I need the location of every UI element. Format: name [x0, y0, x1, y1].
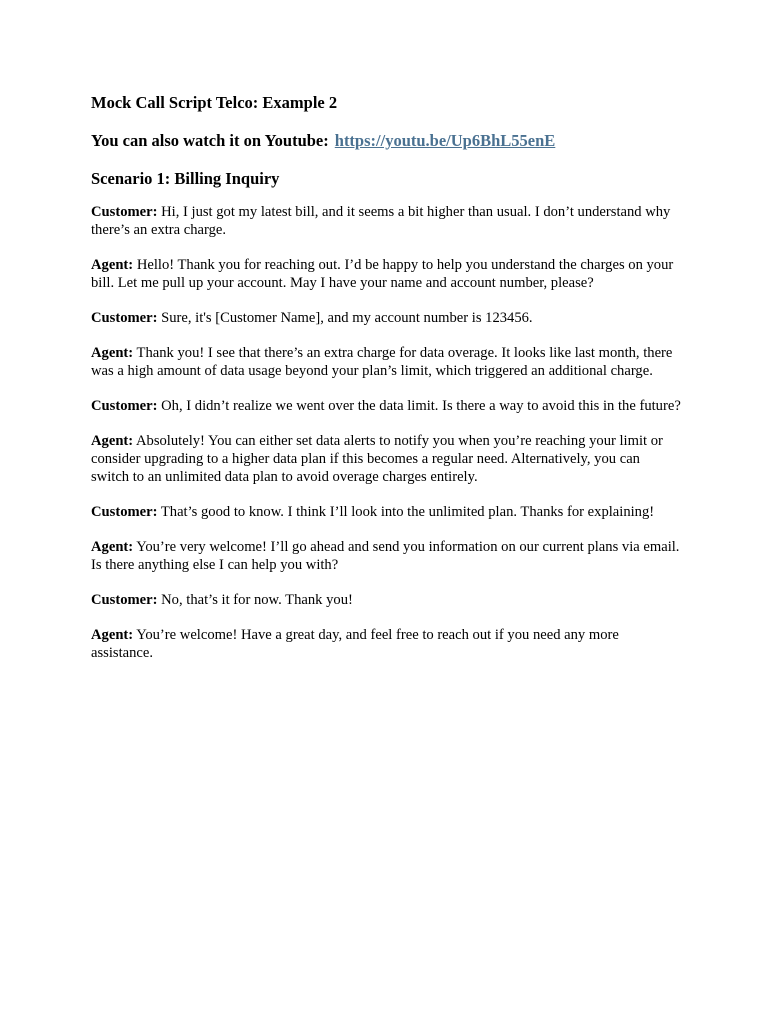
turn-text: Absolutely! You can either set data alerts to notify you when you’re reaching your limit or consider upgrading to a higher data plan if this becomes a regular need. Alternatively, you can switch to an unlimited data plan to avoid overage charges entirely.: [91, 433, 663, 485]
speaker-label: Customer:: [91, 310, 158, 326]
dialogue-turn: [91, 432, 681, 486]
turn-text: You’re very welcome! I’ll go ahead and send you information on our current plans via email. Is there anything else I can help you with?: [91, 539, 680, 573]
speaker-label: Customer:: [91, 204, 158, 220]
turn-text: No, that’s it for now. Thank you!: [161, 592, 353, 608]
dialogue-turn: [91, 503, 681, 521]
speaker-label: Customer:: [91, 398, 158, 414]
turn-text: Thank you! I see that there’s an extra charge for data overage. It looks like last month, there was a high amount of data usage beyond your plan’s limit, which triggered an additional charge.: [91, 345, 673, 379]
dialogue: [91, 203, 681, 662]
turn-text: Hello! Thank you for reaching out. I’d be happy to help you understand the charges on your bill. Let me pull up your account. May I have your name and account number, please?: [91, 257, 674, 291]
scenario-heading: Scenario 1: Billing Inquiry: [91, 169, 280, 188]
speaker-label: Customer:: [91, 592, 158, 608]
speaker-label: Agent:: [91, 257, 134, 273]
turn-text: Hi, I just got my latest bill, and it seems a bit higher than usual. I don’t understand why there’s an extra charge.: [91, 204, 671, 238]
dialogue-turn: [91, 203, 681, 239]
document-title: Mock Call Script Telco: Example 2: [91, 93, 338, 112]
dialogue-turn: [91, 591, 681, 609]
turn-text: You’re welcome! Have a great day, and feel free to reach out if you need any more assistance.: [91, 627, 619, 661]
speaker-label: Agent:: [91, 345, 134, 361]
speaker-label: Agent:: [91, 433, 134, 449]
turn-text: Sure, it's [Customer Name], and my account number is 123456.: [161, 310, 533, 326]
dialogue-turn: [91, 256, 681, 292]
dialogue-turn: [91, 344, 681, 380]
dialogue-turn: [91, 538, 681, 574]
youtube-prefix: You can also watch it on Youtube:: [91, 131, 329, 150]
youtube-line: [91, 130, 681, 152]
speaker-label: Agent:: [91, 627, 134, 643]
speaker-label: Agent:: [91, 539, 134, 555]
document-page: [91, 92, 681, 679]
dialogue-turn: [91, 397, 681, 415]
speaker-label: Customer:: [91, 504, 158, 520]
dialogue-turn: [91, 626, 681, 662]
turn-text: That’s good to know. I think I’ll look into the unlimited plan. Thanks for explaining!: [160, 504, 655, 520]
dialogue-turn: [91, 309, 681, 327]
turn-text: Oh, I didn’t realize we went over the data limit. Is there a way to avoid this in the future?: [161, 398, 681, 414]
youtube-link[interactable]: https://youtu.be/Up6BhL55enE: [334, 131, 556, 150]
